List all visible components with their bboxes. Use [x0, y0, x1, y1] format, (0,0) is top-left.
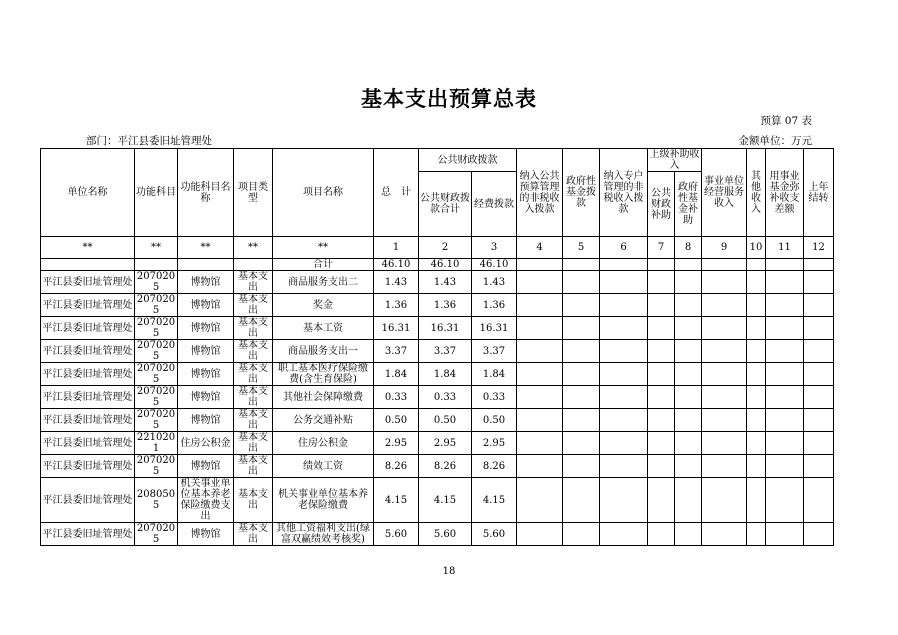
empty-cell: [766, 409, 804, 432]
empty-cell: [600, 409, 648, 432]
public-total-cell: 16.31: [419, 317, 472, 340]
column-index-cell: **: [135, 237, 178, 259]
header-unit-name: 单位名称: [41, 149, 135, 237]
empty-cell: [804, 271, 834, 294]
total-amount-cell: 3.37: [374, 340, 419, 363]
item-type-cell: 基本支出: [234, 340, 273, 363]
empty-cell: [563, 363, 600, 386]
empty-cell: [766, 294, 804, 317]
column-index-cell: 6: [600, 237, 648, 259]
empty-cell: [675, 340, 702, 363]
empty-cell: [675, 271, 702, 294]
func-name-cell: 博物馆: [178, 271, 234, 294]
empty-cell: [766, 317, 804, 340]
total-public: 46.10: [419, 259, 472, 271]
column-index-cell: **: [178, 237, 234, 259]
empty-cell: [648, 478, 675, 523]
expense-cell: 16.31: [472, 317, 517, 340]
empty-cell: [648, 294, 675, 317]
header-superior: 上级补助收入: [649, 149, 700, 171]
empty-cell: [563, 409, 600, 432]
public-total-cell: 8.26: [419, 455, 472, 478]
unit-name-cell: 平江县委旧址管理处: [41, 271, 135, 294]
empty-cell: [517, 317, 563, 340]
public-total-cell: 2.95: [419, 432, 472, 455]
total-amount-cell: 1.84: [374, 363, 419, 386]
total-cell: [234, 259, 273, 271]
column-index-cell: 7: [648, 237, 675, 259]
budget-table: [40, 148, 834, 546]
empty-cell: [804, 478, 834, 523]
empty-cell: [563, 271, 600, 294]
item-name-cell: 基本工资: [273, 317, 374, 340]
empty-cell: [517, 409, 563, 432]
empty-cell: [804, 386, 834, 409]
func-code-cell: 2070205: [135, 294, 178, 317]
item-type-cell: 基本支出: [234, 317, 273, 340]
func-code-cell: 2070205: [135, 455, 178, 478]
empty-cell: [766, 478, 804, 523]
total-cell: [178, 259, 234, 271]
item-type-cell: 基本支出: [234, 271, 273, 294]
empty-cell: [766, 432, 804, 455]
table-row: [41, 386, 834, 409]
table-row: [41, 409, 834, 432]
empty-cell: [675, 523, 702, 546]
empty-cell: [804, 363, 834, 386]
item-type-cell: 基本支出: [234, 294, 273, 317]
header-item-name: 项目名称: [273, 149, 374, 237]
func-name-cell: 博物馆: [178, 455, 234, 478]
total-amount-cell: 1.43: [374, 271, 419, 294]
item-type-cell: 基本支出: [234, 432, 273, 455]
item-name-cell: 商品服务支出二: [273, 271, 374, 294]
empty-cell: [804, 340, 834, 363]
empty-cell: [517, 363, 563, 386]
public-total-cell: 4.15: [419, 478, 472, 523]
empty-cell: [600, 523, 648, 546]
unit-name-cell: 平江县委旧址管理处: [41, 478, 135, 523]
empty-cell: [702, 523, 747, 546]
unit-name-cell: 平江县委旧址管理处: [41, 363, 135, 386]
empty-cell: [600, 294, 648, 317]
table-row: [41, 363, 834, 386]
empty-cell: [747, 340, 766, 363]
empty-cell: [675, 478, 702, 523]
empty-cell: [702, 432, 747, 455]
column-index-cell: **: [41, 237, 135, 259]
header-carryover: 上年结转: [804, 149, 834, 237]
empty-cell: [563, 523, 600, 546]
empty-cell: [702, 363, 747, 386]
func-name-cell: 博物馆: [178, 386, 234, 409]
item-name-cell: 住房公积金: [273, 432, 374, 455]
total-cell: [648, 259, 675, 271]
total-cell: [600, 259, 648, 271]
empty-cell: [600, 455, 648, 478]
func-name-cell: 博物馆: [178, 340, 234, 363]
item-type-cell: 基本支出: [234, 523, 273, 546]
item-name-cell: 奖金: [273, 294, 374, 317]
item-name-cell: 机关事业单位基本养老保险缴费: [273, 478, 374, 523]
empty-cell: [563, 386, 600, 409]
item-type-cell: 基本支出: [234, 455, 273, 478]
expense-cell: 3.37: [472, 340, 517, 363]
empty-cell: [766, 523, 804, 546]
func-code-cell: 2070205: [135, 523, 178, 546]
func-code-cell: 2210201: [135, 432, 178, 455]
func-name-cell: 博物馆: [178, 363, 234, 386]
header-special-nontax: 纳入专户管理的非税收入拨款: [600, 149, 648, 237]
empty-cell: [600, 317, 648, 340]
header-item-type: 项目类型: [234, 149, 273, 237]
empty-cell: [648, 386, 675, 409]
item-name-cell: 公务交通补贴: [273, 409, 374, 432]
empty-cell: [747, 386, 766, 409]
empty-cell: [747, 523, 766, 546]
column-index-row: [41, 237, 834, 259]
empty-cell: [702, 340, 747, 363]
empty-cell: [747, 363, 766, 386]
item-name-cell: 其他工资福利支出(绿富双赢绩效考核奖): [273, 523, 374, 546]
column-index-cell: 3: [472, 237, 517, 259]
empty-cell: [517, 455, 563, 478]
empty-cell: [702, 478, 747, 523]
func-code-cell: 2070205: [135, 340, 178, 363]
header-func-code: 功能科目: [135, 149, 178, 237]
column-index-cell: 5: [563, 237, 600, 259]
public-total-cell: 3.37: [419, 340, 472, 363]
expense-cell: 1.84: [472, 363, 517, 386]
expense-cell: 1.36: [472, 294, 517, 317]
total-label: 合计: [273, 259, 374, 271]
empty-cell: [747, 294, 766, 317]
func-name-cell: 住房公积金: [178, 432, 234, 455]
empty-cell: [563, 432, 600, 455]
empty-cell: [648, 432, 675, 455]
empty-cell: [600, 432, 648, 455]
empty-cell: [702, 294, 747, 317]
empty-cell: [648, 340, 675, 363]
item-name-cell: 商品服务支出一: [273, 340, 374, 363]
header-func-name: 功能科目名称: [178, 149, 234, 237]
empty-cell: [648, 271, 675, 294]
public-total-cell: 1.36: [419, 294, 472, 317]
amount-unit-label: 金额单位：万元: [738, 135, 812, 147]
empty-cell: [600, 271, 648, 294]
unit-name-cell: 平江县委旧址管理处: [41, 386, 135, 409]
total-cell: [747, 259, 766, 271]
table-row: [41, 478, 834, 523]
empty-cell: [747, 478, 766, 523]
form-number: 预算 07 表: [760, 115, 812, 127]
empty-cell: [563, 294, 600, 317]
total-cell: [517, 259, 563, 271]
total-amount-cell: 5.60: [374, 523, 419, 546]
expense-cell: 0.33: [472, 386, 517, 409]
total-amount-cell: 2.95: [374, 432, 419, 455]
total-cell: [675, 259, 702, 271]
table-row: [41, 455, 834, 478]
column-index-cell: 4: [517, 237, 563, 259]
unit-name-cell: 平江县委旧址管理处: [41, 523, 135, 546]
public-total-cell: 1.84: [419, 363, 472, 386]
func-name-cell: 博物馆: [178, 409, 234, 432]
column-index-cell: 9: [702, 237, 747, 259]
empty-cell: [563, 455, 600, 478]
empty-cell: [804, 409, 834, 432]
empty-cell: [702, 409, 747, 432]
empty-cell: [702, 386, 747, 409]
total-amount-cell: 16.31: [374, 317, 419, 340]
total-cell: [766, 259, 804, 271]
func-code-cell: 2070205: [135, 317, 178, 340]
empty-cell: [766, 271, 804, 294]
unit-name-cell: 平江县委旧址管理处: [41, 455, 135, 478]
table-row: [41, 317, 834, 340]
empty-cell: [648, 363, 675, 386]
func-code-cell: 2070205: [135, 271, 178, 294]
empty-cell: [675, 294, 702, 317]
total-expense: 46.10: [472, 259, 517, 271]
item-name-cell: 职工基本医疗保险缴费(含生育保险): [273, 363, 374, 386]
func-name-cell: 机关事业单位基本养老保险缴费支出: [178, 478, 234, 523]
header-total: 总 计: [374, 149, 419, 237]
total-cell: [135, 259, 178, 271]
item-type-cell: 基本支出: [234, 363, 273, 386]
total-amount: 46.10: [374, 259, 419, 271]
column-index-cell: **: [273, 237, 374, 259]
expense-cell: 2.95: [472, 432, 517, 455]
table-row: [41, 340, 834, 363]
func-name-cell: 博物馆: [178, 523, 234, 546]
empty-cell: [648, 455, 675, 478]
column-index-cell: 8: [675, 237, 702, 259]
header-public-total: 公共财政拨款合计: [419, 172, 472, 237]
table-row: [41, 432, 834, 455]
empty-cell: [517, 294, 563, 317]
empty-cell: [675, 432, 702, 455]
expense-cell: 5.60: [472, 523, 517, 546]
column-index-cell: **: [234, 237, 273, 259]
total-amount-cell: 4.15: [374, 478, 419, 523]
empty-cell: [747, 432, 766, 455]
expense-cell: 0.50: [472, 409, 517, 432]
public-total-cell: 0.33: [419, 386, 472, 409]
empty-cell: [747, 317, 766, 340]
header-public-fiscal: 公共财政拨款: [419, 149, 517, 172]
empty-cell: [563, 317, 600, 340]
header-sup-fund: 政府性基金补助: [675, 172, 702, 237]
empty-cell: [747, 409, 766, 432]
table-row: [41, 271, 834, 294]
empty-cell: [675, 363, 702, 386]
column-index-cell: 10: [747, 237, 766, 259]
empty-cell: [804, 317, 834, 340]
empty-cell: [600, 340, 648, 363]
total-row: [41, 259, 834, 271]
header-business: 事业单位经营服务收入: [702, 149, 747, 237]
empty-cell: [517, 523, 563, 546]
empty-cell: [766, 455, 804, 478]
empty-cell: [517, 340, 563, 363]
func-name-cell: 博物馆: [178, 317, 234, 340]
unit-name-cell: 平江县委旧址管理处: [41, 317, 135, 340]
public-total-cell: 1.43: [419, 271, 472, 294]
unit-name-cell: 平江县委旧址管理处: [41, 432, 135, 455]
empty-cell: [600, 363, 648, 386]
item-type-cell: 基本支出: [234, 386, 273, 409]
func-code-cell: 2080505: [135, 478, 178, 523]
page-title: 基本支出预算总表: [361, 87, 537, 111]
empty-cell: [517, 432, 563, 455]
total-cell: [41, 259, 135, 271]
empty-cell: [766, 386, 804, 409]
header-balance: 用事业基金弥补收支差额: [766, 149, 804, 237]
header-sup-public: 公共财政补助: [648, 172, 675, 237]
total-cell: [563, 259, 600, 271]
expense-cell: 8.26: [472, 455, 517, 478]
empty-cell: [804, 523, 834, 546]
empty-cell: [766, 363, 804, 386]
total-amount-cell: 1.36: [374, 294, 419, 317]
func-code-cell: 2070205: [135, 363, 178, 386]
header-budget-nontax: 纳入公共预算管理的非税收入拨款: [517, 149, 563, 237]
item-name-cell: 其他社会保障缴费: [273, 386, 374, 409]
empty-cell: [766, 340, 804, 363]
column-index-cell: 11: [766, 237, 804, 259]
item-name-cell: 绩效工资: [273, 455, 374, 478]
empty-cell: [517, 271, 563, 294]
func-code-cell: 2070205: [135, 409, 178, 432]
empty-cell: [648, 409, 675, 432]
empty-cell: [563, 340, 600, 363]
empty-cell: [563, 478, 600, 523]
empty-cell: [804, 432, 834, 455]
total-amount-cell: 0.50: [374, 409, 419, 432]
total-cell: [804, 259, 834, 271]
header-expense: 经费拨款: [472, 172, 517, 237]
header-other: 其他收入: [747, 149, 766, 237]
empty-cell: [702, 455, 747, 478]
empty-cell: [702, 317, 747, 340]
department-label: 部门：平江县委旧址管理处: [86, 135, 212, 147]
expense-cell: 4.15: [472, 478, 517, 523]
column-index-cell: 1: [374, 237, 419, 259]
total-amount-cell: 8.26: [374, 455, 419, 478]
total-cell: [702, 259, 747, 271]
empty-cell: [804, 455, 834, 478]
func-code-cell: 2070205: [135, 386, 178, 409]
unit-name-cell: 平江县委旧址管理处: [41, 340, 135, 363]
empty-cell: [600, 478, 648, 523]
total-amount-cell: 0.33: [374, 386, 419, 409]
unit-name-cell: 平江县委旧址管理处: [41, 294, 135, 317]
public-total-cell: 0.50: [419, 409, 472, 432]
empty-cell: [702, 271, 747, 294]
empty-cell: [648, 317, 675, 340]
empty-cell: [747, 271, 766, 294]
column-index-cell: 2: [419, 237, 472, 259]
expense-cell: 1.43: [472, 271, 517, 294]
empty-cell: [517, 386, 563, 409]
header-gov-fund: 政府性基金拨款: [563, 149, 600, 237]
table-row: [41, 523, 834, 546]
empty-cell: [747, 455, 766, 478]
empty-cell: [675, 386, 702, 409]
empty-cell: [600, 386, 648, 409]
public-total-cell: 5.60: [419, 523, 472, 546]
item-type-cell: 基本支出: [234, 478, 273, 523]
empty-cell: [675, 455, 702, 478]
page-number: 18: [442, 566, 456, 577]
empty-cell: [675, 317, 702, 340]
column-index-cell: 12: [804, 237, 834, 259]
item-type-cell: 基本支出: [234, 409, 273, 432]
empty-cell: [675, 409, 702, 432]
empty-cell: [804, 294, 834, 317]
unit-name-cell: 平江县委旧址管理处: [41, 409, 135, 432]
empty-cell: [648, 523, 675, 546]
table-row: [41, 294, 834, 317]
empty-cell: [517, 478, 563, 523]
func-name-cell: 博物馆: [178, 294, 234, 317]
